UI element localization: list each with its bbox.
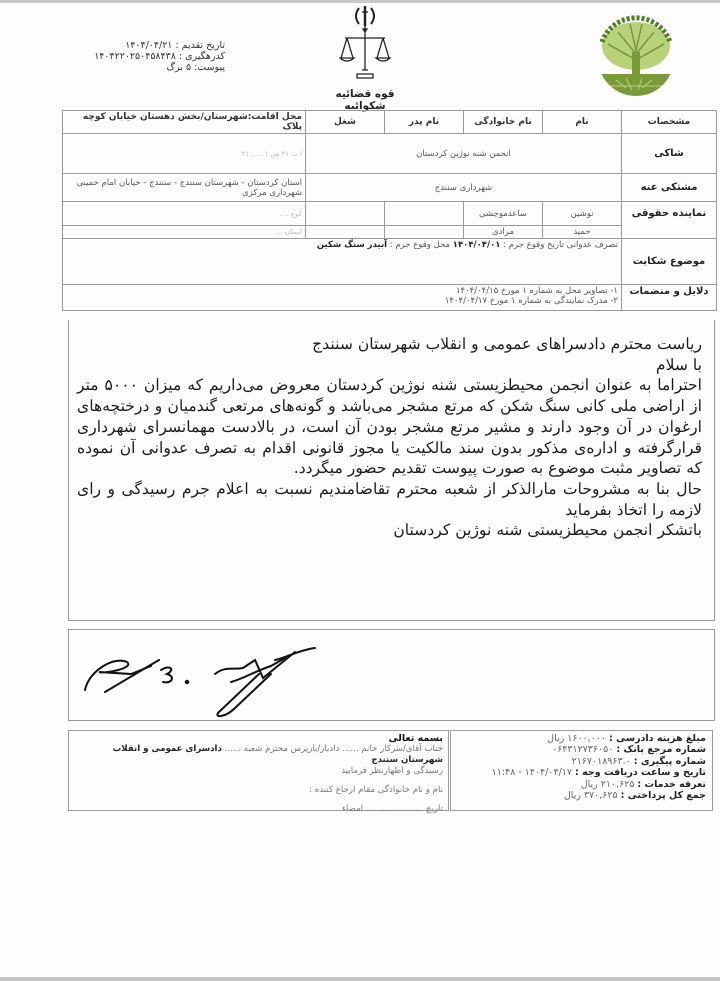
letter-body xyxy=(68,320,715,621)
attachment-row xyxy=(80,62,225,73)
fee-datetime-label: تاریخ و ساعت دریافت وجه : xyxy=(575,767,706,779)
complaint-parties-table xyxy=(62,110,717,311)
rep1-father-name xyxy=(385,202,464,226)
fee-total-row xyxy=(457,790,706,801)
signature-box xyxy=(68,629,715,721)
complainant-name: انجمن شنه نوژین کردستان xyxy=(306,134,622,174)
tracking-code-row xyxy=(80,51,225,62)
letter-text xyxy=(77,334,702,541)
fee-datetime-row xyxy=(457,767,706,778)
subject-content xyxy=(63,239,622,285)
row-label-subject: موضوع شکایت xyxy=(622,239,717,285)
letter-closing: باتشکر انجمن محیطزیستی شنه نوژین کردستان xyxy=(393,521,702,540)
letter-paragraph-2: حال بنا به مشروحات مارالذکر از شعبه محترم تقاضامندیم نسبت به اعلام جرم رسیدگی و رای لازمه را اتخاذ بفرمايد xyxy=(77,479,702,519)
letter-salutation: ریاست محترم دادسراهای عمومی و انقلاب شهرستان سنندج xyxy=(312,335,702,353)
referral-line-1-bold: دادسرای عمومی و انقلاب شهرستان سنندج xyxy=(112,744,443,765)
evidence-content xyxy=(63,285,622,311)
tracking-code: ۱۴۰۴۲۲۰۲۵۰۴۵۸۴۳۸ xyxy=(94,51,176,62)
letter-greeting: با سلام xyxy=(655,355,702,374)
fee-bank-ref-label: شماره مرجع بانک : xyxy=(616,744,706,756)
fee-bank-ref-row xyxy=(457,744,706,755)
attachment-label: پیوست: xyxy=(194,62,225,73)
referral-line-3: نام و نام خانوادگی مقام ارجاع کننده : xyxy=(309,785,443,795)
table-header-row xyxy=(63,111,717,134)
emblem-caption-2: شکوائیه xyxy=(344,100,386,112)
rep1-address: کوچ .... xyxy=(63,202,306,226)
fee-service-row xyxy=(457,779,706,790)
fee-cost-value: ۱۶۰۰,۰۰۰ ریال xyxy=(547,733,606,744)
bottom-edge xyxy=(0,977,720,981)
handwritten-signature xyxy=(75,630,335,720)
row-label-defendant: مشتکی عنه xyxy=(622,174,717,202)
table-row-complainant xyxy=(63,134,717,174)
fee-datetime-value: ۱۴۰۴/۰۴/۱۷ - ۱۱:۴۸ xyxy=(491,767,572,779)
table-row-subject xyxy=(63,239,717,285)
rep1-occupation xyxy=(306,202,385,226)
header-specs: مشخصات xyxy=(622,111,717,134)
header-meta xyxy=(80,40,225,73)
ngo-tree-logo xyxy=(596,12,676,102)
defendant-name: شهرداری سنندج xyxy=(306,174,622,202)
subject-place: آبیدر سنگ شکین xyxy=(316,240,388,250)
fee-tracking-value: ۲۱۶۷۰۱۸۹۶۳.۰ xyxy=(571,755,631,767)
scales-of-justice-icon xyxy=(339,4,391,84)
header-father-name: نام پدر xyxy=(385,111,464,134)
rep1-last-name: ساعدموچشی xyxy=(464,202,543,226)
subject-place-label: محل وقوع جرم : xyxy=(389,240,451,250)
fee-total-label: جمع کل پرداختی : xyxy=(620,790,706,802)
fee-tracking-row xyxy=(457,756,706,767)
header-first-name: نام xyxy=(543,111,622,134)
fee-total-value: ۳۷۰,۶۲۵ ریال xyxy=(563,790,618,802)
attachment-value: ۵ برگ xyxy=(166,62,192,73)
rep2-address: استان .... xyxy=(63,226,306,239)
referral-line-1-prefix: جناب آقای/سرکار خانم ...... دادیار/بازپرس محترم شعبه ...... xyxy=(224,744,443,754)
rep2-father-name xyxy=(385,226,464,239)
defendant-address: استان کردستان - شهرستان سنندج - سنندج - خیابان امام خمینی شهرداری مرکزی xyxy=(63,174,306,202)
row-label-evidence: دلایل و منضمات xyxy=(622,285,717,311)
fee-bank-ref-value: ۰۶۴۳۱۲۷۳۶۰۵۰ xyxy=(552,744,614,756)
rep2-last-name: مرادی xyxy=(464,226,543,239)
table-row-evidence xyxy=(63,285,717,311)
referral-line-2: رسیدگی و اظهارنظر فرمایید xyxy=(341,766,443,776)
court-fee-box xyxy=(450,730,713,811)
evidence-item: ۲- مدرک نمایندگی به شماره ۱ مورخ ۱۴۰۴/۰۴/۱۷ xyxy=(444,296,618,306)
evidence-item: ۱- تصاویر محل به شماره ۱ مورخ ۱۴۰۴/۰۴/۱۵ xyxy=(455,286,618,296)
fee-service-value: ۲۱۰,۶۲۵ ریال xyxy=(580,778,635,790)
judiciary-emblem xyxy=(330,4,400,112)
rep2-first-name: حمید xyxy=(543,226,622,239)
referral-title: بسمه تعالی xyxy=(388,733,443,744)
header-last-name: نام خانوادگی xyxy=(464,111,543,134)
fee-service-label: تعرفه خدمات : xyxy=(637,778,706,790)
row-label-complainant: شاکی xyxy=(622,134,717,174)
rep2-occupation xyxy=(306,226,385,239)
header-occupation: شغل xyxy=(306,111,385,134)
subject-prefix: تصرف عدوانی تاریخ وقوع جرم : xyxy=(503,240,618,250)
fee-tracking-label: شماره پیگیری : xyxy=(633,755,706,767)
fee-cost-row xyxy=(457,733,706,744)
table-row-defendant xyxy=(63,174,717,202)
letter-paragraph-1: احتراما به عنوان انجمن محیطزیستی شنه نوژین کردستان معروض می‌داریم که میزان ۵۰۰۰ متر از اراضی ملی کانی سنگ شکن که مرتع مشجر می‌باشد و گونه‌های مرتعی گندمیان و درختچه‌های ارغوان در آن وجود دارند و مشیر مرتع مشجر بودن آن است، در بالادست مهمانسرای شهرداری قرارگرفته و اداره‌ی مذکور بدون سند مالکیت یا مجوز قانونی اقدام به تصرف عدوانی آن نموده که تصاویر مثبت موضوع به صورت پیوست تقدیم حضور میگردد. xyxy=(77,376,702,478)
table-row-legal-rep-2 xyxy=(63,226,717,239)
row-label-legal-rep: نماینده حقوقی xyxy=(622,202,717,239)
emblem-caption-1: قوه قضائیه xyxy=(335,88,395,100)
fee-cost-label: مبلغ هزینه دادرسی : xyxy=(609,733,706,744)
complainant-address: ا ب ۲۱ س ۱ ..... ۲۱ xyxy=(63,134,306,174)
tracking-code-label: کدرهگیری : xyxy=(178,51,225,62)
tree-logo-icon xyxy=(596,12,676,102)
top-edge xyxy=(0,0,720,3)
submit-date-label: تاریخ تقدیم : xyxy=(175,40,225,51)
subject-date: ۱۴۰۴/۰۴/۰۱ xyxy=(452,240,501,250)
header-address: محل اقامت:شهرستان/بخش دهستان خیابان کوچه پلاک xyxy=(63,111,306,134)
table-row-legal-rep-1 xyxy=(63,202,717,226)
submit-date-row xyxy=(80,40,225,51)
referral-line-1 xyxy=(74,744,443,766)
referral-line-4: تاریخ ..................... امضاء xyxy=(341,804,443,814)
submit-date: ۱۴۰۴/۰۴/۲۱ xyxy=(125,40,173,51)
rep1-first-name: نوشین xyxy=(543,202,622,226)
referral-box xyxy=(68,730,449,814)
